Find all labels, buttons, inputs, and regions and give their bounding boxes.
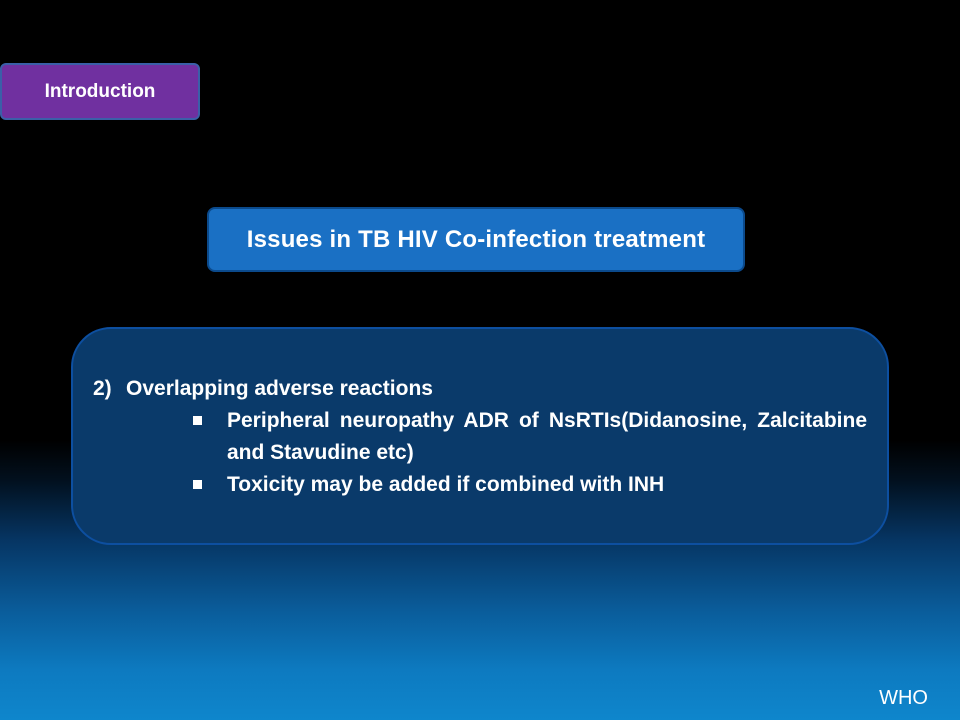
bullet-text: Toxicity may be added if combined with INH [227,473,665,496]
content-panel [71,327,889,545]
point-heading [93,373,433,405]
source-note [879,687,928,710]
slide-title-text: Issues in TB HIV Co-infection treatment [246,225,706,253]
bullet-list [191,405,867,501]
square-bullet-icon [193,416,202,425]
section-tag [0,63,200,120]
bullet-item [191,405,867,469]
square-bullet-icon [193,480,202,489]
bullet-text: Peripheral neuropathy ADR of NsRTIs(Didanosine, Zalcitabine and Stavudine etc) [227,409,867,464]
source-text: WHO [879,687,928,709]
slide-title [207,207,745,272]
bullet-item [191,469,867,501]
point-number: 2) [93,377,112,400]
section-tag-label: Introduction [44,80,156,102]
point-heading-text: Overlapping adverse reactions [126,377,433,400]
